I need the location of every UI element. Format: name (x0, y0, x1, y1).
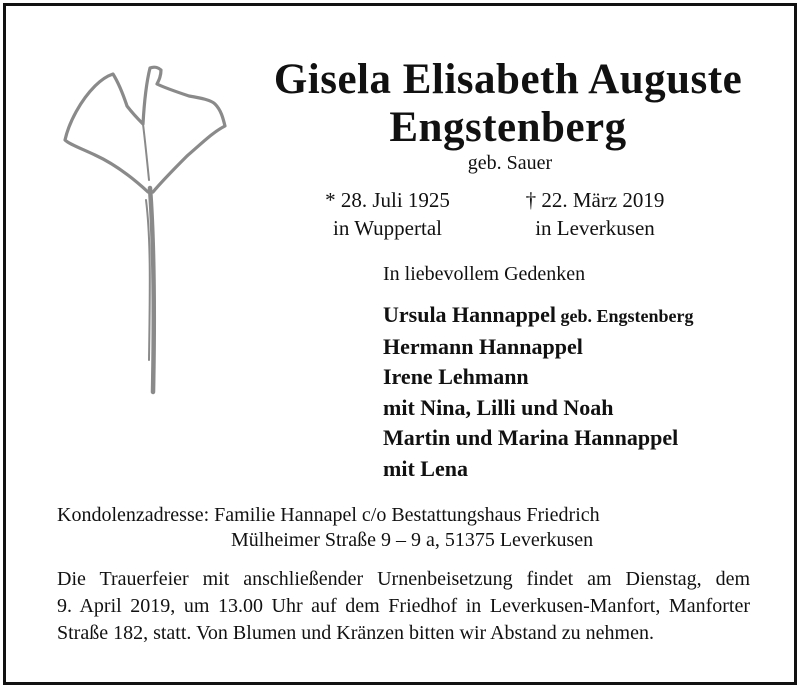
death-info (505, 186, 685, 242)
birth-place: in Wuppertal (333, 216, 442, 240)
birth-info (300, 186, 475, 242)
funeral-line: 9. April 2019, um 13.00 Uhr auf dem Friedhof in Leverkusen-Manfort, Manforter (57, 595, 750, 617)
funeral-line: Straße 182, statt. Von Blumen und Kränzen bitten wir Abstand zu nehmen. (57, 622, 654, 644)
mourner-name: Ursula Hannappel (383, 302, 556, 327)
condolence-address-line1: Kondolenzadresse: Familie Hannapel c/o Bestattungshaus Friedrich (57, 504, 600, 526)
birth-date: * 28. Juli 1925 (325, 188, 450, 212)
mourner-line: mit Nina, Lilli und Noah (383, 394, 614, 420)
mourner-line: Hermann Hannappel (383, 333, 583, 359)
deceased-name-line1: Gisela Elisabeth Auguste (273, 56, 743, 103)
memory-text: In liebevollem Gedenken (383, 263, 586, 285)
ginkgo-leaf-icon (55, 60, 235, 400)
funeral-notice (57, 566, 750, 647)
condolence-address-line2: Mülheimer Straße 9 – 9 a, 51375 Leverkusen (231, 529, 594, 551)
death-date: † 22. März 2019 (525, 188, 665, 212)
mourners-list (383, 300, 694, 484)
deceased-name-line2: Engstenberg (389, 104, 627, 151)
mourner-line (383, 300, 694, 332)
mourner-line: mit Lena (383, 455, 468, 481)
mourner-line: Martin und Marina Hannappel (383, 425, 679, 450)
mourner-line: Irene Lehmann (383, 364, 529, 389)
maiden-name: geb. Sauer (467, 152, 553, 174)
death-place: in Leverkusen (535, 216, 655, 240)
mourner-maiden-name: geb. Engstenberg (556, 306, 694, 326)
funeral-line: Die Trauerfeier mit anschließender Urnenbeisetzung findet am Dienstag, dem (57, 568, 750, 590)
